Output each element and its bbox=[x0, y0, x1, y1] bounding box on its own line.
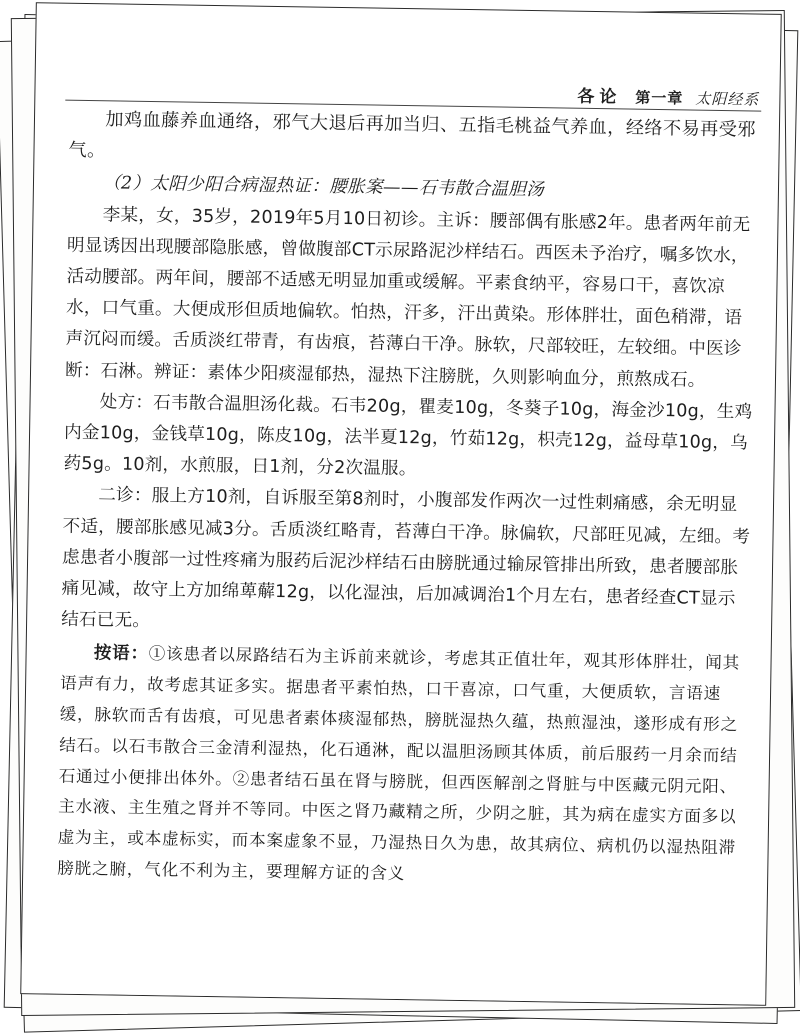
case-heading: （2）太阳少阳合病湿热证：腰胀案——石韦散合温胆汤 bbox=[102, 173, 545, 201]
header-chapter: 第一章 bbox=[635, 88, 684, 108]
prescription: 处方：石韦散合温胆汤化裁。石韦20g，瞿麦10g，冬葵子10g，海金沙10g，生鸡内金10g，金钱草10g，陈皮10g，法半夏12g，竹茹12g，枳壳12g，益母草10g，乌药5g。10剂，水煎服，日1剂，分2次温服。 bbox=[63, 392, 753, 480]
commentary-label: 按语： bbox=[93, 643, 149, 665]
case-history: 李某，女，35岁，2019年5月10日初诊。主诉：腰部偶有胀感2年。患者两年前无明显诱因出现腰部隐胀感，曾做腹部CT示尿路泥沙样结石。西医未予治疗，嘱多饮水，活动腰部。两年间，腰部不适感无明显加重或缓解。平素食纳平，容易口干，喜饮凉水，口气重。大便成形但质地偏软。怕热，汗多，汗出黄染。形体胖壮，面色稍滞，语声沉闷而缓。舌质淡红带青，有齿痕，苔薄白干净。脉软，尺部较旺，左较细。中医诊断：石淋。辨证：素体少阳痰湿郁热，湿热下注膀胱，久则影响血分，煎熬成石。 bbox=[64, 204, 751, 391]
second-visit: 二诊：服上方10剂，自诉服至第8剂时，小腹部发作两次一过性刺痛感，余无明显不适，腰部胀感见减3分。舌质淡红略青，苔薄白干净。脉偏软，尺部旺见减，左细。考虑患者小腹部一过性疼痛为服药后泥沙样结石由膀胱通过输尿管排出所致，患者腰部胀痛见减，故守上方加绵萆薢12g，以化湿浊，后加减调治1个月左右，患者经查CT显示结石已无。 bbox=[60, 485, 751, 632]
book-page bbox=[20, 2, 781, 1006]
page-bottom-fade bbox=[21, 933, 766, 1005]
commentary bbox=[57, 638, 751, 895]
commentary-text: ①该患者以尿路结石为主诉前来就诊，考虑其正值壮年，观其形体胖壮，闻其语声有力，故考虑其证多实。据患者平素怕热，口干喜凉，口气重，大便质软，言语速缓，脉软而舌有齿痕，可见患者素体痰湿郁热，膀胱湿热久蕴，热煎湿浊，遂形成有形之结石。以石韦散合三金清利湿热，化石通淋，配以温胆汤顾其体质，前后服药一月余而结石通过小便排出体外。②患者结石虽在肾与膀胱，但西医解剖之肾脏与中医藏元阴元阳、主水液、主生殖之肾并不等同。中医之肾乃藏精之所，少阴之脏，其为病在虚实方面多以虚为主，或本虚标实，而本案虚象不显，乃湿热日久为患，故其病位、病机仍以湿热阻滞膀胱之腑，气化不利为主，要理解方证的含义 bbox=[57, 644, 741, 884]
paragraph-intro: 加鸡血藤养血通络，邪气大退后再加当归、五指毛桃益气养血，经络不易再受邪气。 bbox=[68, 109, 757, 162]
header-system: 太阳经系 bbox=[695, 89, 760, 109]
header-section: 各论 bbox=[577, 86, 622, 108]
page-body bbox=[57, 104, 759, 896]
running-header bbox=[577, 82, 759, 110]
